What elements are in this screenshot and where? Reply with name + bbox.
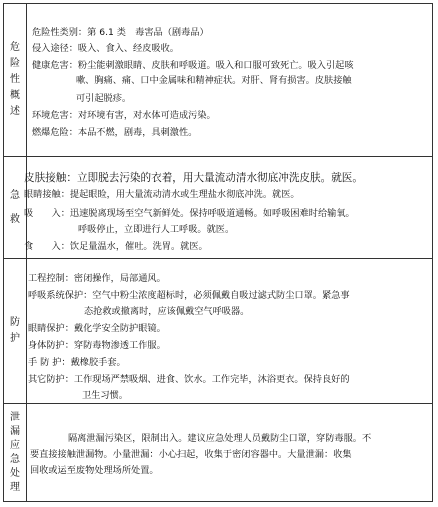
text-line: 手 防 护：戴橡胶手套。 [28, 357, 126, 368]
text-line: 眼睛接触：提起眼睑，用大量流动清水或生理盐水彻底冲洗。就医。 [24, 189, 300, 200]
text-line: 健康危害：粉尘能刺激眼睛、皮肤和呼吸道。吸入和口服可致死亡。吸入引起咳 [32, 60, 354, 71]
text-line: 卫生习惯。 [82, 390, 128, 401]
text-line: 其它防护：工作现场严禁吸烟、进食、饮水。工作完毕，沐浴更衣。保持良好的 [28, 374, 350, 385]
section-content [24, 157, 428, 258]
hazard-table [3, 3, 433, 502]
section-content [32, 404, 428, 501]
text-line: 隔离泄漏污染区，限制出入。建议应急处理人员戴防尘口罩，穿防毒服。不 [68, 433, 372, 444]
text-line: 呼吸停止，立即进行人工呼吸。就医。 [78, 224, 235, 235]
section-hazard-overview [4, 4, 432, 157]
section-content [28, 259, 428, 403]
text-line: 嗽、胸痛、痛、口中金属味和精神症状。对肝、肾有损害。皮肤接触 [76, 75, 352, 86]
section-label: 危 险 性 概 述 [4, 4, 27, 156]
section-label: 泄 漏 应 急 处 理 [4, 404, 27, 501]
text-line: 燃爆危险：本品不燃，剧毒，具刺激性。 [32, 127, 198, 138]
text-line: 身体防护：穿防毒物渗透工作服。 [28, 340, 166, 351]
text-line: 吸 入：迅速脱离现场至空气新鲜处。保持呼吸道通畅。如呼吸困难时给输氧。 [24, 208, 355, 219]
text-line: 侵入途径：吸入、食入、经皮吸收。 [32, 43, 179, 54]
text-line: 态抢救或撤离时，应该佩戴空气呼吸器。 [84, 306, 250, 317]
section-label: 急 救 [4, 157, 27, 258]
section-label: 防 护 [4, 259, 27, 403]
text-line: 危险性类别：第 6.1 类 毒害品（剧毒品） [32, 27, 209, 38]
text-line: 可引起脱疹。 [76, 93, 132, 104]
section-content [32, 4, 428, 156]
text-line: 工程控制：密闭操作，局部通风。 [28, 273, 166, 284]
text-line: 食 入：饮足量温水，催吐。洗胃。就医。 [24, 241, 208, 252]
text-line: 皮肤接触：立即脱去污染的衣着，用大量流动清水彻底冲洗皮肤。就医。 [24, 172, 363, 184]
section-first-aid [4, 157, 432, 259]
section-spill-response [4, 404, 432, 501]
text-line: 要直接接触泄漏物。小量泄漏：小心扫起，收集于密闭容器中。大量泄漏：收集 [30, 449, 352, 460]
section-protection [4, 259, 432, 404]
text-line: 回收或运至废物处理场所处置。 [30, 465, 159, 476]
text-line: 环境危害：对环境有害，对水体可造成污染。 [32, 110, 216, 121]
text-line: 呼吸系统保护：空气中粉尘浓度超标时，必须佩戴自吸过滤式防尘口罩。紧急事 [28, 290, 350, 301]
text-line: 眼睛保护：戴化学安全防护眼镜。 [28, 323, 166, 334]
